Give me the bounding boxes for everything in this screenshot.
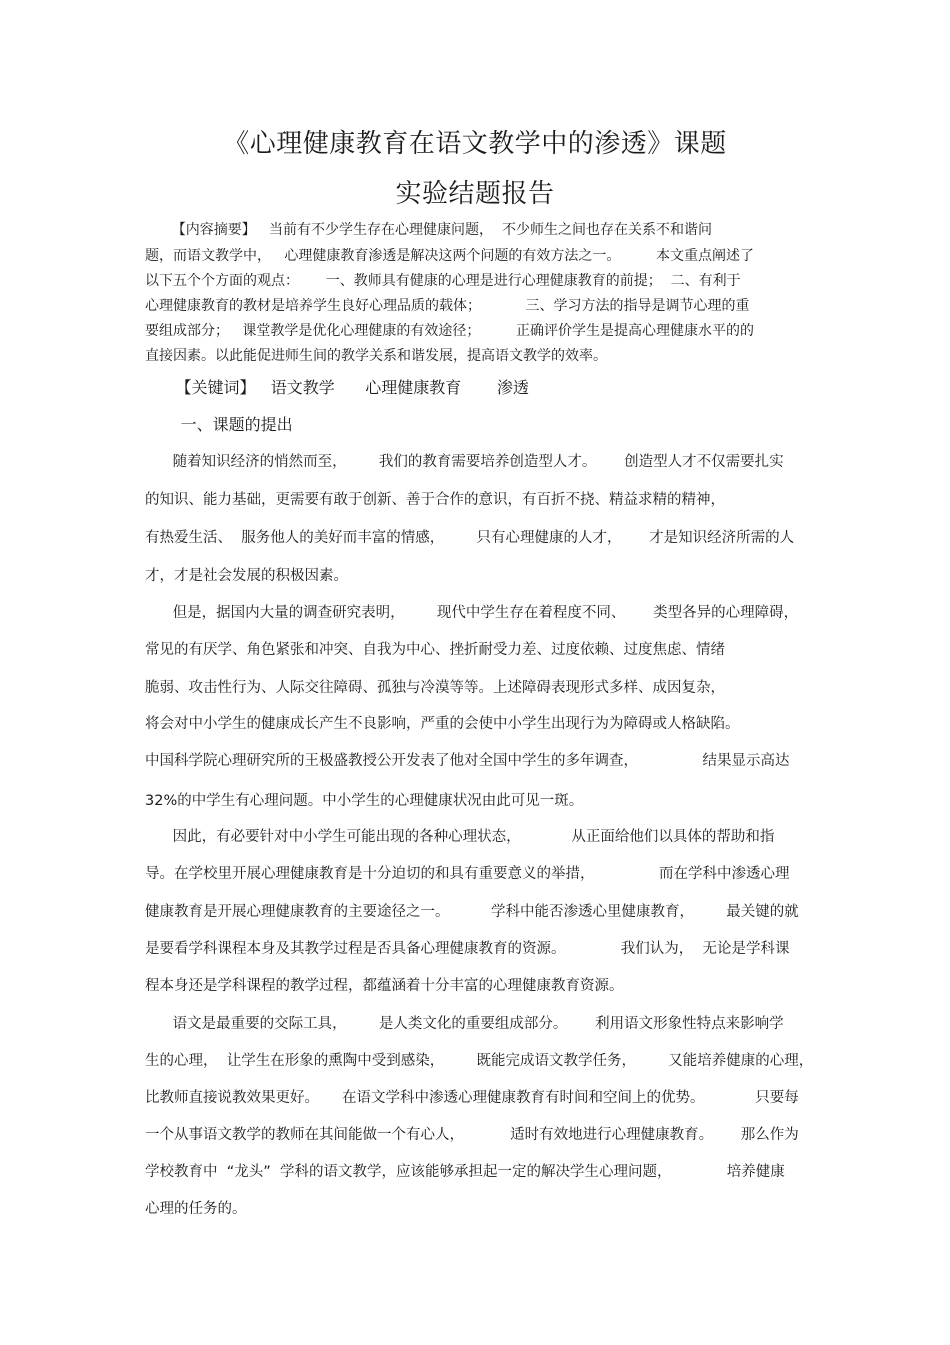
body-line: 常见的有厌学、角色紧张和冲突、自我为中心、挫折耐受力差、过度依赖、过度焦虑、情绪 [145,642,725,658]
body-line: 一个从事语文教学的教师在其间能做一个有心人， 适时有效地进行心理健康教育。 那么作为 [145,1127,799,1143]
body-line: 的知识、能力基础，更需要有敢于创新、善于合作的意识，有百折不挠、精益求精的精神， [145,492,725,508]
abstract-line: 直接因素。以此能促进师生间的教学关系和谐发展，提高语文教学的效率。 [145,348,607,364]
body-line: 是要看学科课程本身及其教学过程是否具备心理健康教育的资源。 我们认为， 无论是学科课 [145,941,790,957]
body-line: 有热爱生活、 服务他人的美好而丰富的情感， 只有心理健康的人才， 才是知识经济所需的人 [145,530,795,546]
body-line: 生的心理， 让学生在形象的熏陶中受到感染， 既能完成语文教学任务， 又能培养健康的心理， [145,1053,814,1069]
body-line: 才，才是社会发展的积极因素。 [145,568,348,584]
body-line: 心理的任务的。 [145,1201,247,1217]
abstract-line: 【内容摘要】 当前有不少学生存在心理健康问题， 不少师生之间也存在关系不和谐问 [145,222,712,238]
body-line: 比教师直接说教效果更好。 在语文学科中渗透心理健康教育有时间和空间上的优势。 只要每 [145,1090,799,1106]
abstract-line: 以下五个个方面的观点： 一、教师具有健康的心理是进行心理健康教育的前提； 二、有利于 [145,273,741,289]
body-line: 中国科学院心理研究所的王极盛教授公开发表了他对全国中学生的多年调查， 结果显示高达 [145,753,790,769]
body-line: 程本身还是学科课程的教学过程，都蕴涵着十分丰富的心理健康教育资源。 [145,978,624,994]
body-line: 随着知识经济的悄然而至， 我们的教育需要培养创造型人才。 创造型人才不仅需要扎实 [145,454,784,470]
abstract-line: 要组成部分； 课堂教学是优化心理健康的有效途径； 正确评价学生是提高心理健康水平的的 [145,323,754,339]
body-line: 32%的中学生有心理问题。中小学生的心理健康状况由此可见一斑。 [145,793,584,809]
body-line: 健康教育是开展心理健康教育的主要途径之一。 学科中能否渗透心里健康教育， 最关键的就 [145,904,799,920]
body-line: 脆弱、攻击性行为、人际交往障碍、孤独与冷漠等等。上述障碍表现形式多样、成因复杂， [145,680,725,696]
body-line: 导。在学校里开展心理健康教育是十分迫切的和具有重要意义的举措， 而在学科中渗透心理 [145,866,790,882]
body-line: 但是，据国内大量的调查研究表明， 现代中学生存在着程度不同、 类型各异的心理障碍， [145,605,799,621]
abstract-line: 心理健康教育的教材是培养学生良好心理品质的载体； 三、学习方法的指导是调节心理的重 [145,298,750,314]
document-title-line2: 实验结题报告 [395,179,555,209]
section-heading: 一、课题的提出 [145,415,293,434]
body-line: 因此，有必要针对中小学生可能出现的各种心理状态， 从正面给他们以具体的帮助和指 [145,829,775,845]
body-line: 学校教育中 “龙头” 学科的语文教学，应该能够承担起一定的解决学生心理问题， 培养健康 [145,1164,785,1180]
body-line: 将会对中小学生的健康成长产生不良影响，严重的会使中小学生出现行为为障碍或人格缺陷。 [145,716,740,732]
keywords-line: 【关键词】 语文教学 心理健康教育 渗透 [145,378,529,397]
abstract-line: 题，而语文教学中， 心理健康教育渗透是解决这两个问题的有效方法之一。 本文重点阐述了 [145,248,754,264]
body-line: 语文是最重要的交际工具， 是人类文化的重要组成部分。 利用语文形象性特点来影响学 [145,1016,784,1032]
document-title-line1: 《心理健康教育在语文教学中的渗透》课题 [223,129,727,159]
